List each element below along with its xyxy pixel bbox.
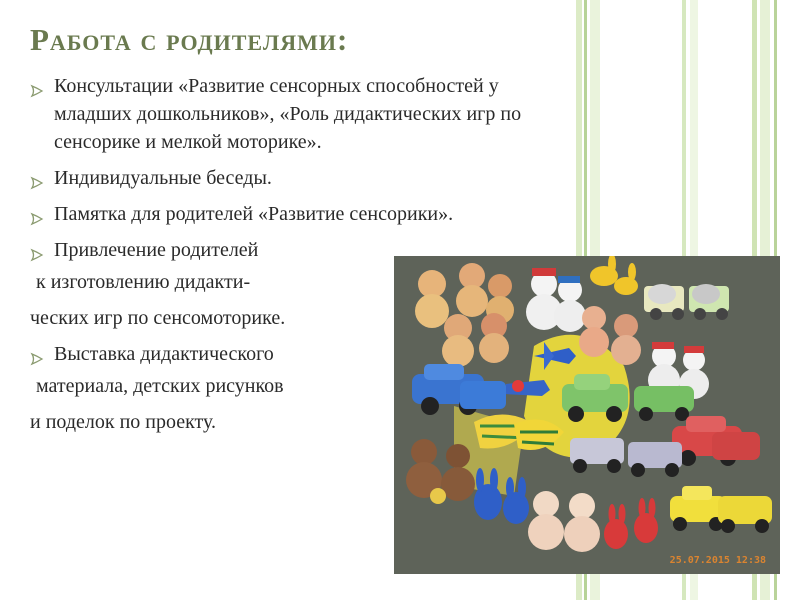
continuation-line: к изготовлению дидакти- (36, 271, 251, 293)
item-line: младших дошкольников», «Роль дидактических игр по (54, 103, 522, 125)
bullet-icon (30, 346, 44, 360)
continuation-line: материала, детских рисунков (36, 375, 284, 397)
didactic-games-photo (394, 256, 780, 574)
bullet-icon (30, 242, 44, 256)
item-line: Памятка для родителей «Развитие сенсорики». (54, 203, 454, 225)
item-line: Индивидуальные беседы. (54, 167, 272, 189)
item-line: Привлечение родителей (54, 239, 259, 261)
list-item (30, 164, 680, 192)
slide-title: Работа с родителями: (30, 22, 349, 57)
list-item (30, 72, 680, 156)
list-item (30, 200, 680, 228)
photo-timestamp: 25.07.2015 12:38 (669, 555, 766, 566)
bullet-icon (30, 206, 44, 220)
continuation-line: и поделок по проекту. (30, 411, 217, 433)
item-line: сенсорике и мелкой моторике». (54, 131, 322, 153)
item-line: Выставка дидактического (54, 343, 274, 365)
item-line: Консультации «Развитие сенсорных способностей у (54, 75, 499, 97)
bullet-icon (30, 170, 44, 184)
bullet-icon (30, 78, 44, 92)
continuation-line: ческих игр по сенсомоторике. (30, 307, 286, 329)
